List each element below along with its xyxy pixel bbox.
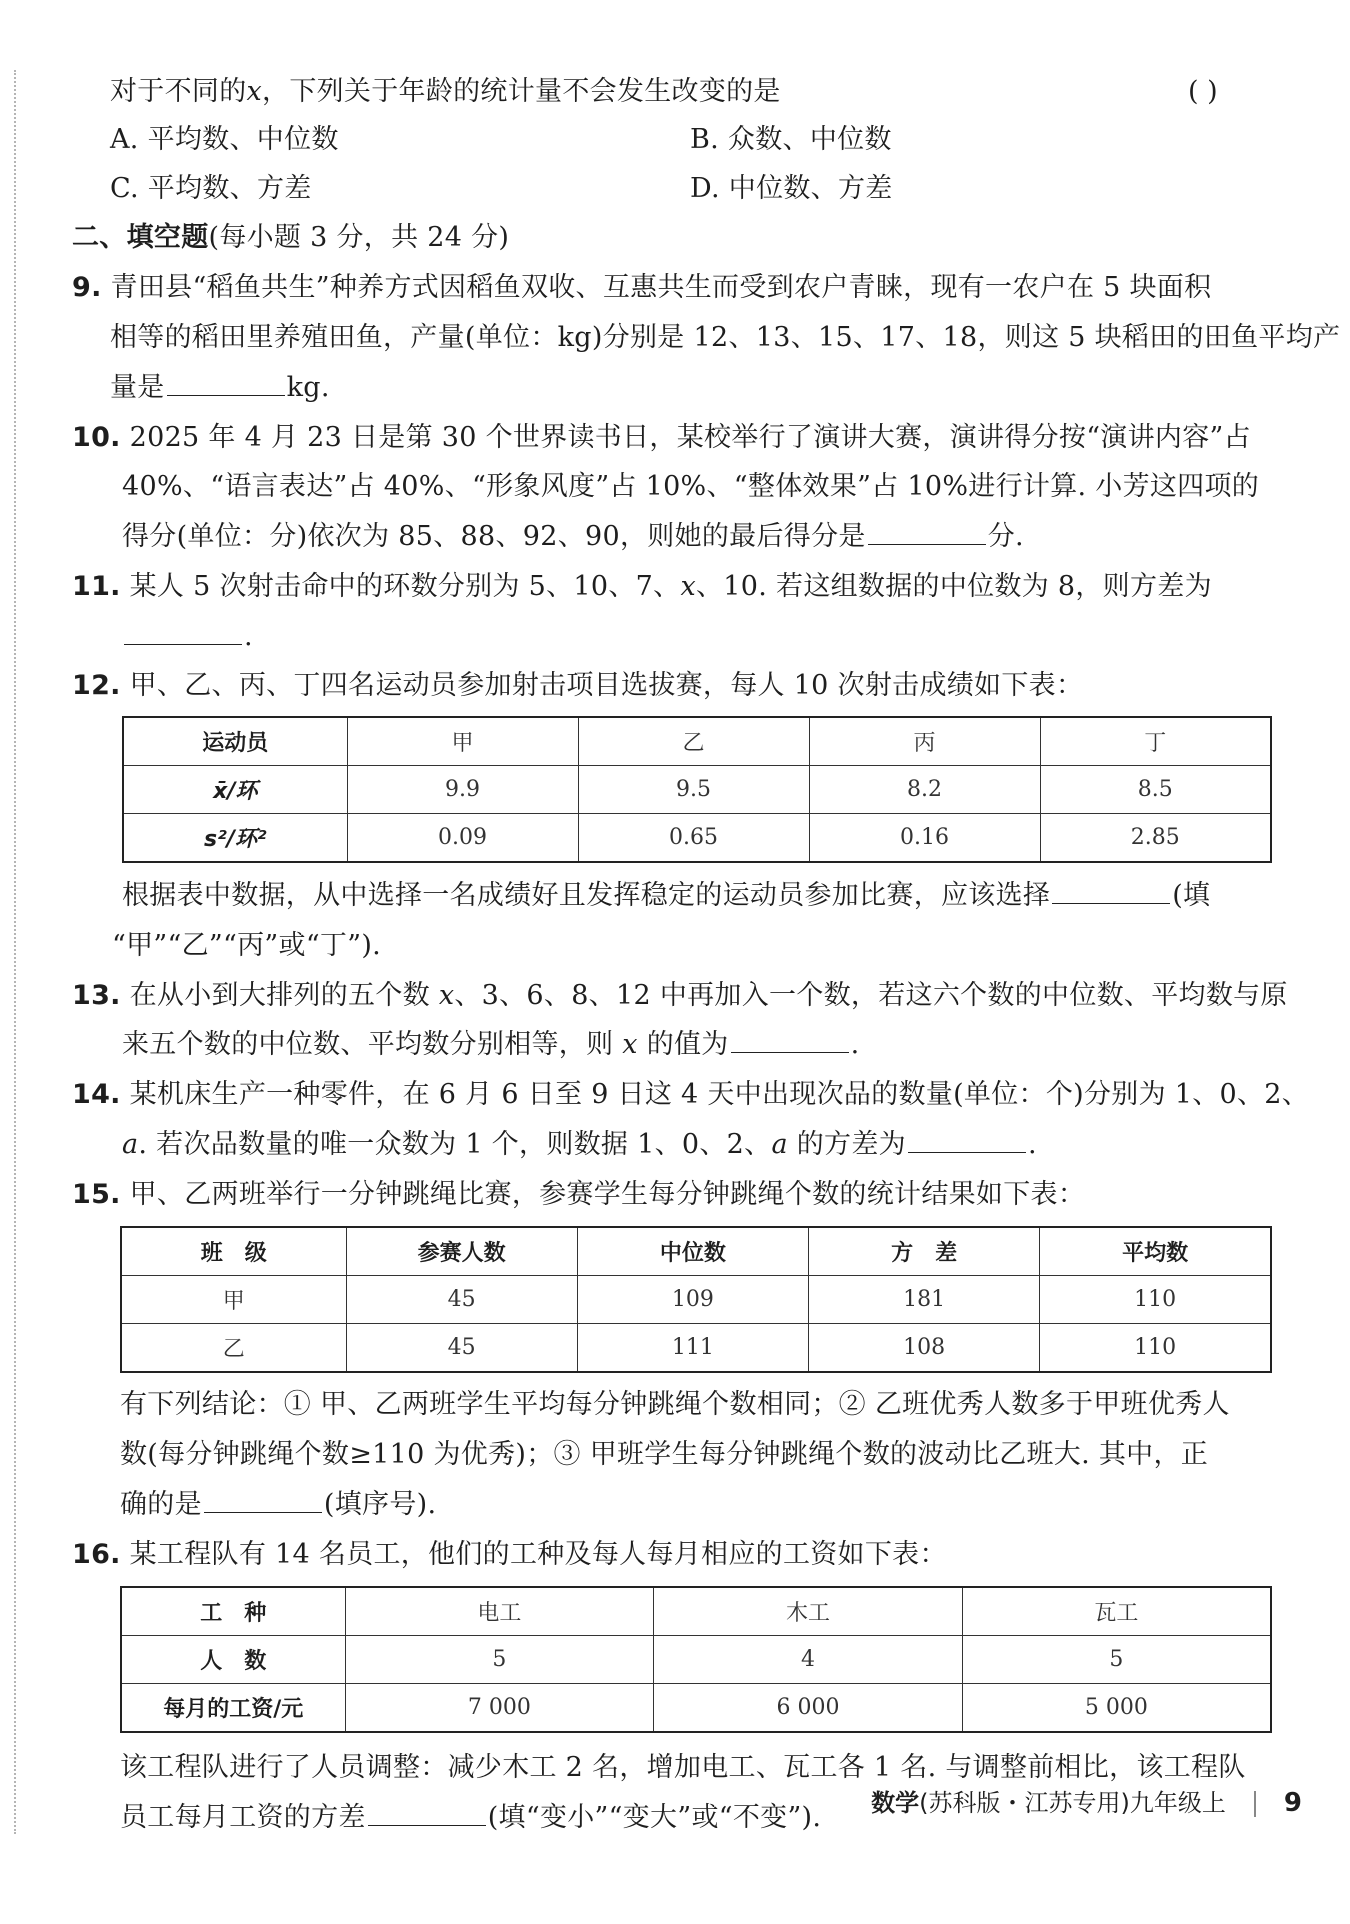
q16-after-line1: 该工程队进行了人员调整：减少木工 2 名，增加电工、瓦工各 1 名. 与调整前相比，该工程队	[120, 1752, 1246, 1783]
q10-line2: 40%、“语言表达”占 40%、“形象风度”占 10%、“整体效果”占 10%进行计算. 小芳这四项的	[122, 471, 1260, 502]
q9-line2: 相等的稻田里养殖田鱼，产量(单位：kg)分别是 12、13、15、17、18，则这 5 块稻田的田鱼平均产	[110, 322, 1341, 353]
table-header-cell: 中位数	[577, 1227, 808, 1276]
q9-number: 9.	[72, 272, 102, 303]
table-row	[121, 1587, 1271, 1636]
q16-after-line2: 员工每月工资的方差 (填“变小”“变大”或“不变”).	[120, 1802, 822, 1833]
table-header-cell: 瓦工	[962, 1587, 1271, 1636]
table-cell: 5	[962, 1636, 1271, 1684]
q9-answer-blank[interactable]	[167, 373, 285, 396]
q16-line1: 16. 某工程队有 14 名员工，他们的工种及每人每月相应的工资如下表：	[72, 1539, 947, 1570]
table-cell: 9.5	[578, 766, 809, 814]
table-cell: 0.16	[809, 814, 1040, 863]
table-header-cell: 甲	[347, 717, 578, 766]
q8-stem: 对于不同的x，下列关于年龄的统计量不会发生改变的是	[110, 76, 781, 107]
q13-line1: 13. 在从小到大排列的五个数 x、3、6、8、12 中再加入一个数，若这六个数的中位数、平均数与原	[72, 980, 1288, 1011]
table-cell: 2.85	[1040, 814, 1271, 863]
table-cell: 45	[346, 1276, 577, 1324]
q8-option-a[interactable]: A. 平均数、中位数	[110, 124, 339, 155]
q13-line2: 来五个数的中位数、平均数分别相等，则 x 的值为 .	[122, 1029, 860, 1060]
table-row	[121, 1227, 1271, 1276]
table-cell: 111	[577, 1324, 808, 1373]
table-row-label: 每月的工资/元	[121, 1684, 345, 1733]
q12-after-line1: 根据表中数据，从中选择一名成绩好且发挥稳定的运动员参加比赛，应该选择 (填	[122, 880, 1211, 911]
table-header-cell: 木工	[654, 1587, 963, 1636]
q10-line3: 得分(单位：分)依次为 85、88、92、90，则她的最后得分是 分.	[122, 521, 1024, 552]
table-header-cell: 乙	[578, 717, 809, 766]
q14-line1: 14. 某机床生产一种零件，在 6 月 6 日至 9 日这 4 天中出现次品的数量(单位：个)分别为 1、0、2、	[72, 1079, 1310, 1110]
q14-line2: a. 若次品数量的唯一众数为 1 个，则数据 1、0、2、a 的方差为 .	[122, 1129, 1037, 1160]
q15-number: 15.	[72, 1179, 121, 1210]
q13-number: 13.	[72, 980, 121, 1011]
table-header-cell: 运动员	[123, 717, 347, 766]
q8-answer-paren[interactable]: ( )	[1188, 76, 1218, 107]
table-cell: 45	[346, 1324, 577, 1373]
table-header-cell: 参赛人数	[346, 1227, 577, 1276]
table-cell: 0.65	[578, 814, 809, 863]
q12-after-line2: “甲”“乙”“丙”或“丁”).	[112, 930, 382, 961]
table-header-cell: 平均数	[1040, 1227, 1271, 1276]
footer-divider	[1254, 1791, 1256, 1817]
table-row	[123, 717, 1271, 766]
q8-option-d[interactable]: D. 中位数、方差	[690, 173, 893, 204]
q12-score-table	[122, 716, 1272, 863]
q12-number: 12.	[72, 670, 121, 701]
table-row-label: 人 数	[121, 1636, 345, 1684]
table-row	[123, 766, 1271, 814]
q11-number: 11.	[72, 571, 121, 602]
q16-number: 16.	[72, 1539, 121, 1570]
table-cell: 7 000	[345, 1684, 654, 1733]
q15-after-line2: 数(每分钟跳绳个数≥110 为优秀)；③ 甲班学生每分钟跳绳个数的波动比乙班大. 其中，正	[120, 1439, 1209, 1470]
table-cell: 6 000	[654, 1684, 963, 1733]
table-header-cell: 方 差	[809, 1227, 1040, 1276]
table-header-cell: 电工	[345, 1587, 654, 1636]
q15-after-line3: 确的是 (填序号).	[120, 1489, 437, 1520]
q14-answer-blank[interactable]	[908, 1130, 1026, 1153]
q15-after-line1: 有下列结论：① 甲、乙两班学生平均每分钟跳绳个数相同；② 乙班优秀人数多于甲班优秀人	[120, 1389, 1230, 1420]
table-row	[121, 1324, 1271, 1373]
table-cell: 8.5	[1040, 766, 1271, 814]
table-row	[121, 1276, 1271, 1324]
q14-number: 14.	[72, 1079, 121, 1110]
table-cell: 0.09	[347, 814, 578, 863]
table-cell: 乙	[121, 1324, 346, 1373]
q15-line1: 15. 甲、乙两班举行一分钟跳绳比赛，参赛学生每分钟跳绳个数的统计结果如下表：	[72, 1179, 1086, 1210]
table-row-label: x̄/环	[123, 766, 347, 814]
page-number: 9	[1283, 1788, 1302, 1818]
table-cell: 109	[577, 1276, 808, 1324]
table-cell: 甲	[121, 1276, 346, 1324]
q16-wage-table	[120, 1586, 1272, 1733]
table-cell: 108	[809, 1324, 1040, 1373]
table-header-cell: 丙	[809, 717, 1040, 766]
table-header-cell: 班 级	[121, 1227, 346, 1276]
q10-number: 10.	[72, 422, 121, 453]
q8-option-b[interactable]: B. 众数、中位数	[690, 124, 892, 155]
table-row	[121, 1684, 1271, 1733]
table-cell: 5	[345, 1636, 654, 1684]
q9-line3: 量是 kg.	[110, 372, 330, 403]
q15-answer-blank[interactable]	[204, 1490, 322, 1513]
q10-answer-blank[interactable]	[868, 522, 986, 545]
page-footer	[871, 1783, 1302, 1818]
q9-line1: 9. 青田县“稻鱼共生”种养方式因稻鱼双收、互惠共生而受到农户青睐，现有一农户在 5 块面积	[72, 272, 1212, 303]
table-header-cell: 丁	[1040, 717, 1271, 766]
q11-line1: 11. 某人 5 次射击命中的环数分别为 5、10、7、x、10. 若这组数据的中位数为 8，则方差为	[72, 571, 1212, 602]
table-header-cell: 工 种	[121, 1587, 345, 1636]
table-cell: 5 000	[962, 1684, 1271, 1733]
section-title: 二、填空题(每小题 3 分，共 24 分)	[72, 222, 510, 253]
q12-line1: 12. 甲、乙、丙、丁四名运动员参加射击项目选拔赛，每人 10 次射击成绩如下表：	[72, 670, 1084, 701]
q12-answer-blank[interactable]	[1052, 881, 1170, 904]
q10-line1: 10. 2025 年 4 月 23 日是第 30 个世界读书日，某校举行了演讲大赛，演讲得分按“演讲内容”占	[72, 422, 1251, 453]
q16-answer-blank[interactable]	[368, 1803, 486, 1826]
table-cell: 4	[654, 1636, 963, 1684]
table-cell: 110	[1040, 1276, 1271, 1324]
q11-line2: .	[122, 617, 253, 657]
footer-edition: (苏科版・江苏专用)九年级上	[919, 1789, 1226, 1817]
q15-jump-rope-table	[120, 1226, 1272, 1373]
table-row	[121, 1636, 1271, 1684]
table-cell: 110	[1040, 1324, 1271, 1373]
q13-answer-blank[interactable]	[731, 1030, 849, 1053]
table-row	[123, 814, 1271, 863]
table-cell: 9.9	[347, 766, 578, 814]
footer-subject: 数学	[871, 1789, 920, 1817]
table-cell: 8.2	[809, 766, 1040, 814]
q8-option-c[interactable]: C. 平均数、方差	[110, 173, 312, 204]
q11-answer-blank[interactable]	[124, 622, 242, 645]
table-row-label: s²/环²	[123, 814, 347, 863]
table-cell: 181	[809, 1276, 1040, 1324]
